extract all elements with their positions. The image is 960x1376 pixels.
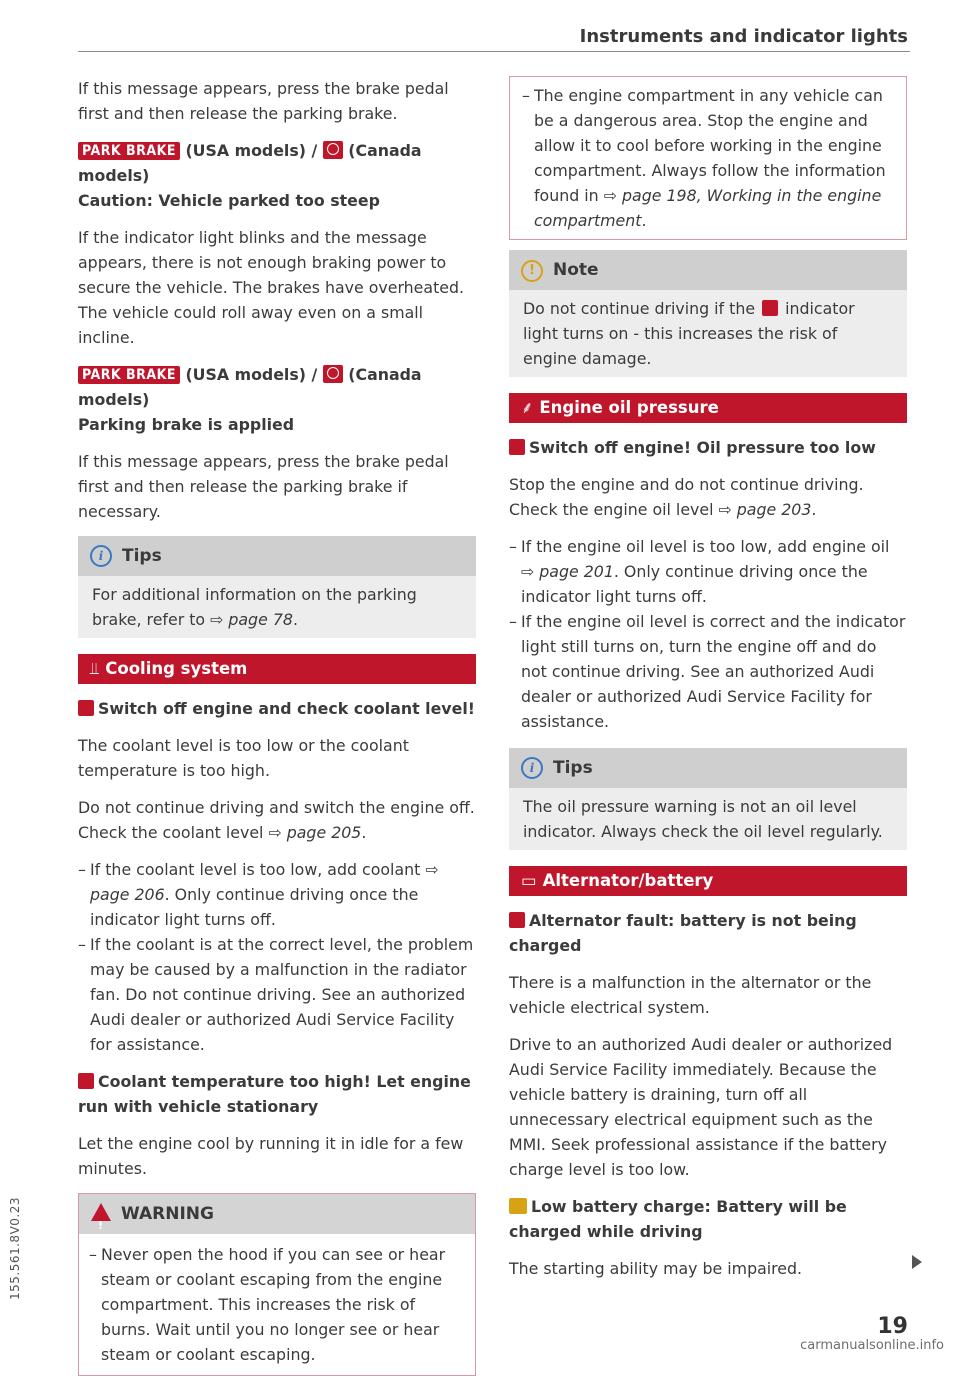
tips-title: i Tips (78, 536, 476, 576)
note-box (509, 250, 907, 377)
oil-can-icon: ⸙ (521, 398, 534, 417)
list-item: – Never open the hood if you can see or hear steam or coolant escaping from the engine compartment. This increases the risk of burns. Wait until you no longer see or hear steam or coolant escaping. (89, 1242, 465, 1367)
battery-icon: ▭ (521, 871, 537, 890)
page-link[interactable]: ⇨ page 201 (521, 562, 614, 581)
usa-label: (USA models) / (185, 141, 318, 160)
message-heading: Switch off engine! Oil pressure too low (509, 435, 907, 460)
page-link[interactable]: ⇨ page 198, Working in the engine compartment (534, 186, 882, 230)
page-link[interactable]: ⇨ page 78 (210, 610, 293, 629)
message-heading: Switch off engine and check coolant level! (78, 696, 476, 721)
info-icon: i (521, 757, 543, 779)
list-item: – If the engine oil level is too low, add engine oil ⇨ page 201. Only continue driving once the indicator light turns off. (509, 534, 907, 609)
tips-body: The oil pressure warning is not an oil level indicator. Always check the oil level regularly. (509, 788, 907, 850)
message-heading: Low battery charge: Battery will be charged while driving (509, 1197, 847, 1241)
list-item: – If the coolant is at the correct level, the problem may be caused by a malfunction in the radiator fan. Do not continue driving. See an authorized Audi dealer or authorized Audi Service Facility for assistance. (78, 932, 476, 1057)
paragraph: If the indicator light blinks and the message appears, there is not enough braking power to secure the vehicle. The brakes have overheated. The vehicle could roll away even on a small incline. (78, 228, 465, 347)
list-item: – The engine compartment in any vehicle can be a dangerous area. Stop the engine and allow it to cool before working in the engine compartment. Always follow the information found in ⇨ page 198, Working in the engine compartment. (522, 83, 896, 233)
page-link[interactable]: ⇨ page 205 (268, 823, 362, 842)
watermark: carmanualsonline.info (800, 1338, 944, 1353)
coolant-warning-icon (78, 700, 94, 716)
usa-label: (USA models) / (185, 365, 318, 384)
paragraph: The coolant level is too low or the coolant temperature is too high. (78, 736, 409, 780)
tips-box (509, 748, 907, 850)
message-caption: Caution: Vehicle parked too steep (78, 191, 380, 210)
warning-box (78, 1193, 476, 1376)
tips-box (78, 536, 476, 638)
warning-title: !WARNING (79, 1194, 475, 1234)
paragraph: Stop the engine and do not continue driving. Check the engine oil level ⇨ page 203. (509, 475, 864, 519)
canada-label: (Canada models) (78, 365, 422, 409)
coolant-warning-icon (762, 300, 778, 316)
continue-arrow-icon (912, 1255, 922, 1269)
warning-triangle-icon (91, 1203, 111, 1221)
info-icon: i (90, 545, 112, 567)
left-column (78, 76, 476, 1376)
paragraph: If this message appears, press the brake pedal first and then release the parking brake. (78, 79, 449, 123)
message-heading: Alternator fault: battery is not being charged (509, 911, 857, 955)
list-item: – If the engine oil level is correct and the indicator light still turns on, turn the engine off and do not continue driving. See an authorized Audi dealer or authorized Audi Service Facility for assistance. (509, 609, 907, 734)
coolant-warning-icon (78, 1073, 94, 1089)
section-alternator-battery: ▭ Alternator/battery (509, 866, 907, 896)
message-caption: Parking brake is applied (78, 415, 295, 434)
warning-body (79, 1234, 475, 1375)
document-code: 155.561.8V0.23 (8, 1197, 22, 1300)
paragraph: Do not continue driving and switch the engine off. Check the coolant level ⇨ page 205. (78, 798, 475, 842)
parking-brake-icon (323, 365, 343, 383)
park-brake-badge: PARK BRAKE (78, 366, 180, 384)
warning-continuation (509, 76, 907, 240)
paragraph: Let the engine cool by running it in idle for a few minutes. (78, 1134, 464, 1178)
paragraph: If this message appears, press the brake pedal first and then release the parking brake if necessary. (78, 452, 449, 521)
header-divider (78, 51, 910, 52)
right-column (509, 76, 907, 1293)
tips-body: For additional information on the parking brake, refer to ⇨ page 78. (78, 576, 476, 638)
section-cooling-system: ⫫ Cooling system (78, 654, 476, 684)
battery-low-icon (509, 1198, 527, 1214)
message-heading (78, 362, 476, 437)
tips-title: i Tips (509, 748, 907, 788)
note-title: ! Note (509, 250, 907, 290)
parking-brake-icon (323, 141, 343, 159)
section-engine-oil-pressure: ⸙ Engine oil pressure (509, 393, 907, 423)
paragraph: There is a malfunction in the alternator or the vehicle electrical system. (509, 973, 872, 1017)
park-brake-badge: PARK BRAKE (78, 142, 180, 160)
note-body: Do not continue driving if the indicator light turns on - this increases the risk of engine damage. (509, 290, 907, 377)
oil-pressure-warning-icon (509, 439, 525, 455)
page-link[interactable]: ⇨ page 206 (90, 860, 439, 904)
message-heading (78, 138, 476, 213)
battery-warning-icon (509, 912, 525, 928)
message-heading: Coolant temperature too high! Let engine run with vehicle stationary (78, 1072, 471, 1116)
page-link[interactable]: ⇨ page 203 (718, 500, 812, 519)
page-number: 19 (877, 1314, 908, 1339)
paragraph: The starting ability may be impaired. (509, 1259, 803, 1278)
page-header-title: Instruments and indicator lights (579, 26, 908, 47)
canada-label: (Canada models) (78, 141, 422, 185)
paragraph: Drive to an authorized Audi dealer or authorized Audi Service Facility immediately. Because the vehicle battery is draining, turn off all unnecessary electrical equipment such as the MMI. Seek professional assistance if the battery charge level is too low. (509, 1035, 893, 1179)
note-icon: ! (521, 260, 543, 282)
coolant-temperature-icon: ⫫ (90, 659, 100, 678)
list-item: – If the coolant level is too low, add coolant ⇨ page 206. Only continue driving once the indicator light turns off. (78, 857, 476, 932)
